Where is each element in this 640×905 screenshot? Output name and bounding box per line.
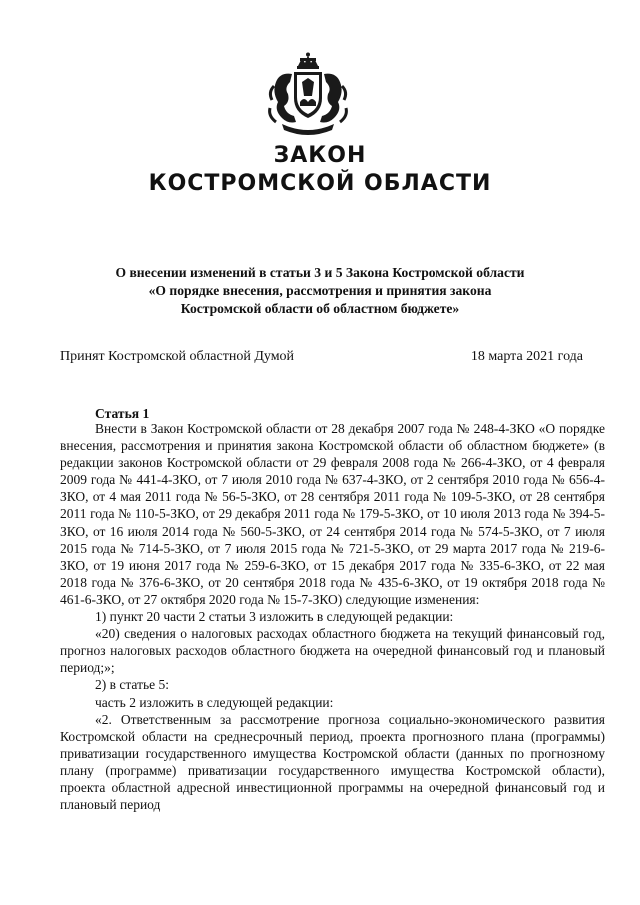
article-body: [60, 420, 605, 813]
law-subject-line-3: Костромской области об областном бюджете»: [180, 301, 460, 316]
law-subject-line-1: О внесении изменений в статьи 3 и 5 Закона Костромской области: [115, 265, 525, 280]
amendment-item-1-text: «20) сведения о налоговых расходах областного бюджета на текущий финансовый год, прогноз налоговых расходов областного бюджета на очередной финансовый год и плановый период;»;: [60, 626, 605, 676]
law-subject-line-2: «О порядке внесения, рассмотрения и принятия закона: [148, 283, 492, 298]
law-subject: [0, 264, 640, 318]
adoption-date: 18 марта 2021 года: [470, 349, 583, 364]
kostroma-coat-of-arms-icon: [262, 52, 354, 136]
article-intro-paragraph: Внести в Закон Костромской области от 28 декабря 2007 года № 248-4-ЗКО «О порядке внесения, рассмотрения и принятия закона Костромской области об областном бюджете» (в редакции законов Костромской области от 29 февраля 2008 года № 266-4-ЗКО, от 4 февраля 2009 года № 441-4-ЗКО, от 7 июля 2010 года № 637-4-ЗКО, от 2 сентября 2010 года № 656-4-ЗКО, от 4 мая 2011 года № 56-5-ЗКО, от 28 сентября 2011 года № 109-5-ЗКО, от 28 сентября 2011 года № 110-5-ЗКО, от 29 декабря 2011 года № 179-5-ЗКО, от 10 июля 2013 года № 394-5-ЗКО, от 16 июля 2014 года № 560-5-ЗКО, от 24 сентября 2014 года № 574-5-ЗКО, от 7 июля 2015 года № 714-5-ЗКО, от 7 июля 2015 года № 721-5-ЗКО, от 29 марта 2017 года № 219-6-ЗКО, от 19 июня 2017 года № 259-6-ЗКО, от 15 декабря 2017 года № 335-6-ЗКО, от 22 мая 2018 года № 376-6-ЗКО, от 20 сентября 2018 года № 435-6-ЗКО, от 19 октября 2018 года № 461-6-ЗКО, от 27 октября 2020 года № 15-7-ЗКО) следующие изменения:: [60, 421, 605, 607]
amendment-item-1: 1) пункт 20 части 2 статьи 3 изложить в следующей редакции:: [95, 609, 454, 625]
amendment-item-2-sub: часть 2 изложить в следующей редакции:: [95, 694, 334, 710]
law-title-line-2: КОСТРОМСКОЙ ОБЛАСТИ: [148, 171, 492, 196]
adopted-by: Принят Костромской областной Думой: [60, 349, 295, 364]
article-heading: Статья 1: [95, 406, 150, 421]
amendment-item-2: 2) в статье 5:: [95, 677, 169, 693]
law-title-line-1: ЗАКОН: [273, 143, 367, 168]
amendment-item-2-text: «2. Ответственным за рассмотрение прогноза социально-экономического развития Костромской области на среднесрочный период, проекта прогнозного плана (программы) приватизации государственного имущества Костромской области (данных по прогнозному плану (программе) приватизации государственного имущества Костромской области), проекта областной адресной инвестиционной программы на очередной финансовый год и плановый период: [60, 711, 605, 813]
